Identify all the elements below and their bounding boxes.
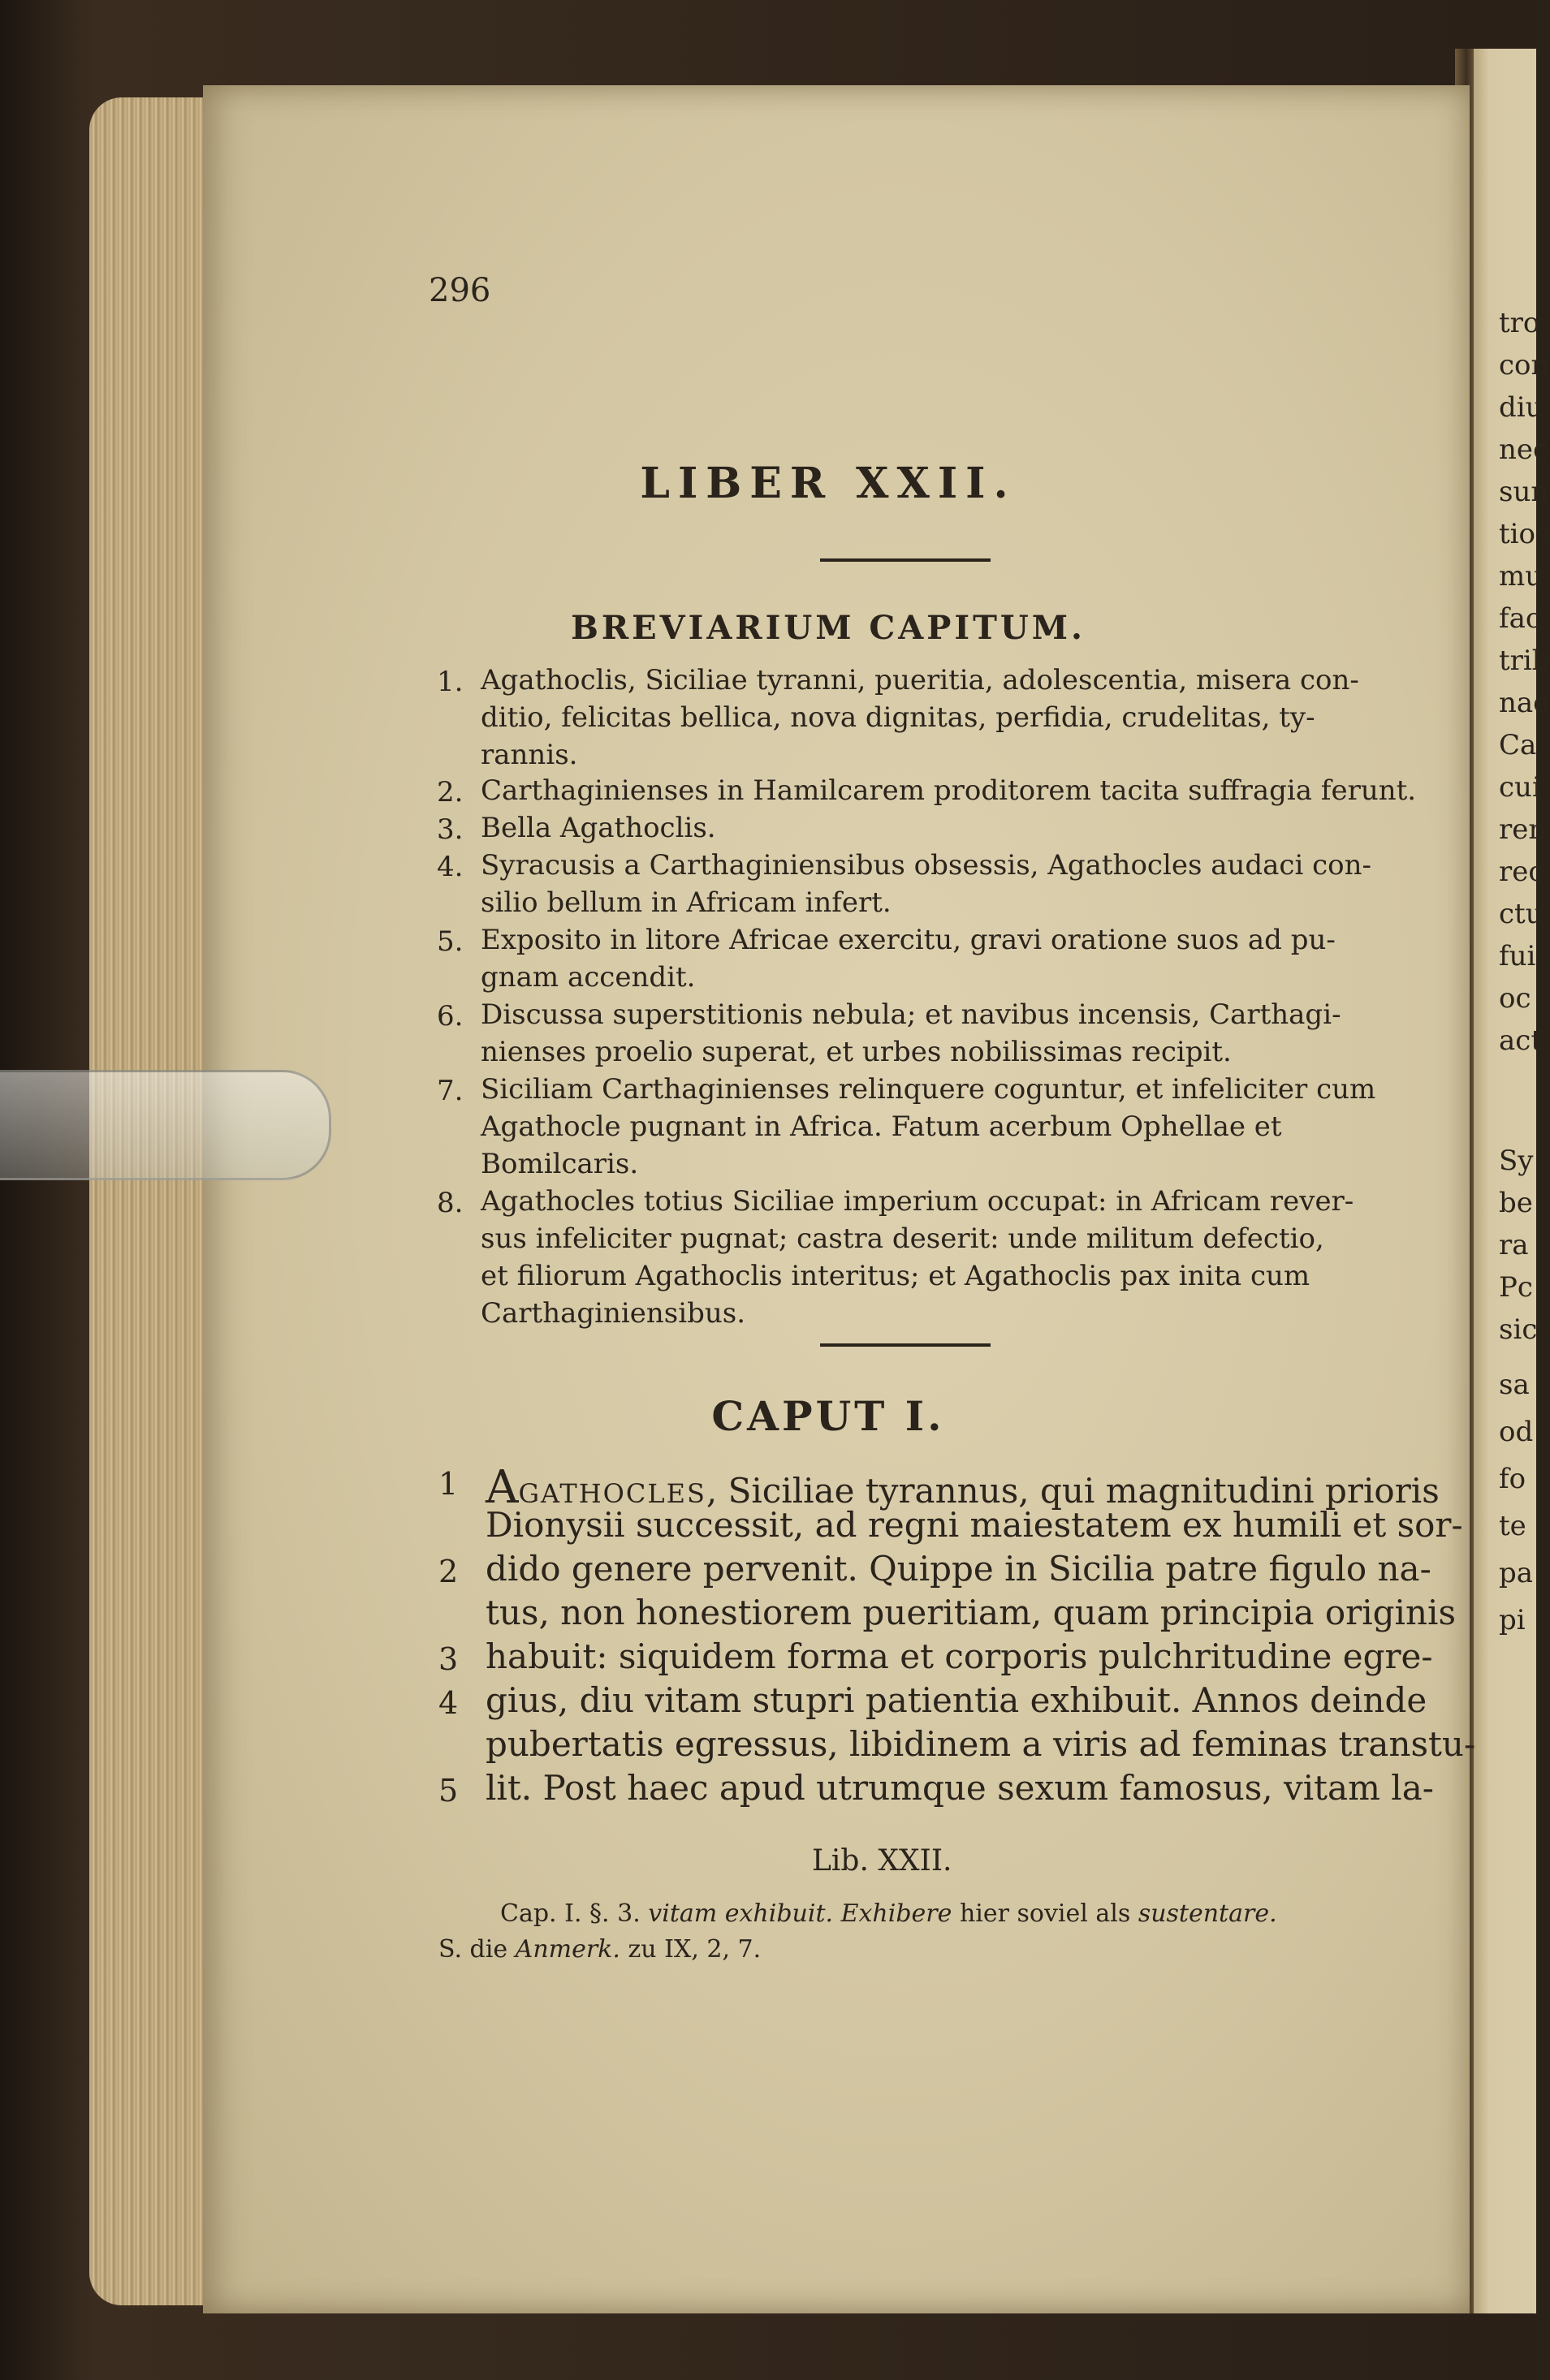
brev-line: silio bellum in Africam infert. [481, 886, 892, 919]
brev-num: 2. [437, 776, 464, 808]
brev-num: 6. [437, 1000, 464, 1033]
breviarium-heading: BREVIARIUM CAPITUM. [571, 609, 1086, 647]
footnote-italic: sustentare. [1138, 1899, 1277, 1928]
brev-line: Siciliam Carthaginienses relinquere coguntur, et infeliciter cum [481, 1073, 1376, 1106]
brev-line: Bella Agathoclis. [481, 812, 716, 844]
facing-fragment: ra [1499, 1229, 1529, 1261]
facing-fragment: ren [1499, 813, 1547, 846]
signature-mark: Lib. XXII. [812, 1844, 952, 1878]
facing-fragment: tios [1499, 518, 1550, 550]
brev-line: ditio, felicitas bellica, nova dignitas, perfidia, crudelitas, ty- [481, 701, 1315, 734]
brev-line: sus infeliciter pugnat; castra deserit: unde militum defectio, [481, 1222, 1324, 1255]
text-line: Dionysii successit, ad regni maiestatem ex humili et sor- [486, 1505, 1463, 1545]
text-line: habuit: siquidem forma et corporis pulchritudine egre- [486, 1636, 1433, 1676]
footnote-text: zu IX, 2, 7. [628, 1935, 762, 1964]
footnote-ref: Cap. I. §. 3. [500, 1899, 641, 1928]
brev-num: 5. [437, 925, 464, 958]
footnote-line [500, 1899, 1277, 1928]
facing-fragment: sic [1499, 1313, 1538, 1346]
facing-fragment: fui [1499, 940, 1536, 972]
footnote-italic: vitam exhibuit. [648, 1899, 834, 1928]
footnote-italic: Anmerk. [515, 1935, 620, 1964]
footnote-line [438, 1935, 761, 1964]
chapter-heading: CAPUT I. [711, 1392, 945, 1440]
facing-fragment: cui [1499, 771, 1541, 804]
facing-fragment: sun [1499, 476, 1549, 508]
brev-line: Syracusis a Carthaginiensibus obsessis, Agathocles audaci con- [481, 849, 1372, 882]
brev-line: Carthaginienses in Hamilcarem proditorem tacita suffragia ferunt. [481, 774, 1417, 807]
facing-fragment: od [1499, 1416, 1534, 1448]
facing-fragment: pi [1499, 1604, 1526, 1636]
facing-page [1474, 49, 1536, 2313]
facing-fragment: fo [1499, 1463, 1526, 1495]
brev-num: 3. [437, 813, 464, 846]
facing-fragment: nae [1499, 687, 1550, 719]
text-line: gius, diu vitam stupri patientia exhibuit. Annos deinde [486, 1680, 1427, 1720]
facing-fragment: con [1499, 349, 1549, 382]
brev-line: gnam accendit. [481, 961, 696, 994]
text-line-rest: , Siciliae tyrannus, qui magnitudini prioris [706, 1471, 1440, 1511]
line-number: 2 [438, 1554, 459, 1589]
smallcaps-name: GATHOCLES [518, 1478, 706, 1509]
page-number: 296 [429, 272, 491, 309]
brev-line: Carthaginiensibus. [481, 1297, 746, 1330]
brev-line: Agathocles totius Siciliae imperium occupat: in Africam rever- [481, 1185, 1354, 1218]
facing-fragment: mu [1499, 560, 1544, 593]
brev-line: Discussa superstitionis nebula; et navibus incensis, Carthagi- [481, 998, 1341, 1031]
brev-line: Bomilcaris. [481, 1148, 639, 1180]
title-rule [820, 558, 991, 562]
footnote-text: S. die [438, 1935, 508, 1964]
brev-line: rannis. [481, 739, 578, 771]
brev-line: Agathocle pugnant in Africa. Fatum acerbum Ophellae et [481, 1110, 1282, 1143]
facing-fragment: Ca [1499, 729, 1537, 761]
facing-fragment: te [1499, 1510, 1526, 1542]
brev-num: 7. [437, 1075, 464, 1107]
page-edges [89, 97, 219, 2305]
brev-num: 1. [437, 666, 464, 698]
brev-num: 4. [437, 851, 464, 883]
facing-fragment: oc [1499, 982, 1531, 1015]
facing-fragment: Pc [1499, 1271, 1533, 1304]
brev-line: et filiorum Agathoclis interitus; et Agathoclis pax inita cum [481, 1260, 1310, 1292]
page-clip-bookmark [0, 1070, 331, 1180]
facing-fragment: be [1499, 1187, 1533, 1219]
line-number: 1 [438, 1466, 459, 1502]
facing-fragment: diu [1499, 391, 1544, 424]
footnote-text: hier soviel als [959, 1899, 1131, 1928]
brev-num: 8. [437, 1187, 464, 1219]
facing-fragment: pa [1499, 1557, 1534, 1589]
facing-fragment: fac [1499, 602, 1541, 635]
line-number: 4 [438, 1685, 459, 1721]
facing-fragment: act [1499, 1024, 1542, 1057]
book-title: LIBER XXII. [640, 459, 1017, 508]
text-line: lit. Post haec apud utrumque sexum famosus, vitam la- [486, 1768, 1434, 1808]
facing-fragment: tro [1499, 307, 1540, 339]
brev-line: nienses proelio superat, et urbes nobilissimas recipit. [481, 1036, 1232, 1068]
text-line: pubertatis egressus, libidinem a viris ad feminas transtu- [486, 1724, 1476, 1764]
facing-fragment: trib [1499, 645, 1550, 677]
text-line: tus, non honestiorem pueritiam, quam principia originis [486, 1593, 1457, 1632]
line-number: 3 [438, 1641, 459, 1677]
facing-fragment: nec [1499, 433, 1549, 466]
facing-fragment: rec [1499, 856, 1544, 888]
brev-line: Exposito in litore Africae exercitu, gravi oratione suos ad pu- [481, 924, 1336, 956]
drop-cap: A [486, 1461, 519, 1514]
facing-fragment: sa [1499, 1369, 1530, 1401]
chapter-rule [820, 1343, 991, 1347]
footnote-italic: Exhibere [840, 1899, 952, 1928]
facing-fragment: Sy [1499, 1145, 1534, 1177]
facing-fragment: ctu [1499, 898, 1544, 930]
line-number: 5 [438, 1773, 459, 1809]
text-line: dido genere pervenit. Quippe in Sicilia patre figulo na- [486, 1549, 1431, 1589]
brev-line: Agathoclis, Siciliae tyranni, pueritia, adolescentia, misera con- [481, 664, 1359, 696]
